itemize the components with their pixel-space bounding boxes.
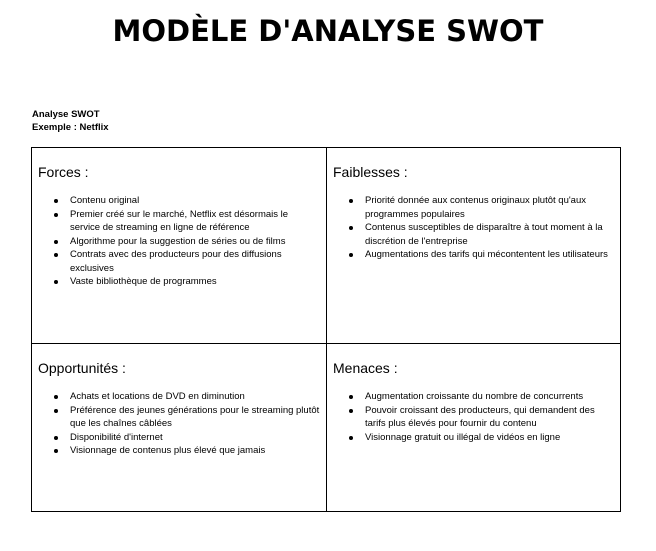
quadrant-opportunites — [32, 344, 327, 511]
list-item: Contenus susceptibles de disparaître à tout moment à la discrétion de l'entreprise — [349, 221, 615, 248]
list-item: Contenu original — [54, 194, 320, 208]
menaces-heading: Menaces : — [333, 360, 398, 376]
list-item: Augmentation croissante du nombre de concurrents — [349, 390, 615, 404]
document-meta — [32, 108, 109, 134]
analysis-label: Analyse SWOT — [32, 109, 100, 120]
opportunites-list — [38, 390, 320, 458]
list-item: Algorithme pour la suggestion de séries ou de films — [54, 235, 320, 249]
swot-grid — [31, 147, 621, 512]
forces-heading: Forces : — [38, 164, 89, 180]
list-item: Visionnage gratuit ou illégal de vidéos en ligne — [349, 431, 615, 445]
list-item: Premier créé sur le marché, Netflix est désormais le service de streaming en ligne de référence — [54, 208, 320, 235]
faiblesses-list — [333, 194, 615, 262]
example-label: Exemple : Netflix — [32, 122, 109, 133]
quadrant-faiblesses — [327, 148, 621, 344]
list-item: Contrats avec des producteurs pour des diffusions exclusives — [54, 248, 320, 275]
list-item: Préférence des jeunes générations pour le streaming plutôt que les chaînes câblées — [54, 404, 320, 431]
list-item: Augmentations des tarifs qui mécontentent les utilisateurs — [349, 248, 615, 262]
list-item: Pouvoir croissant des producteurs, qui demandent des tarifs plus élevés pour fournir du contenu — [349, 404, 615, 431]
list-item: Disponibilité d'internet — [54, 431, 320, 445]
menaces-list — [333, 390, 615, 444]
list-item: Visionnage de contenus plus élevé que jamais — [54, 444, 320, 458]
quadrant-forces — [32, 148, 327, 344]
list-item: Priorité donnée aux contenus originaux plutôt qu'aux programmes populaires — [349, 194, 615, 221]
forces-list — [38, 194, 320, 289]
page-title: MODÈLE D'ANALYSE SWOT — [112, 14, 544, 48]
opportunites-heading: Opportunités : — [38, 360, 126, 376]
quadrant-menaces — [327, 344, 621, 511]
list-item: Achats et locations de DVD en diminution — [54, 390, 320, 404]
list-item: Vaste bibliothèque de programmes — [54, 275, 320, 289]
faiblesses-heading: Faiblesses : — [333, 164, 408, 180]
